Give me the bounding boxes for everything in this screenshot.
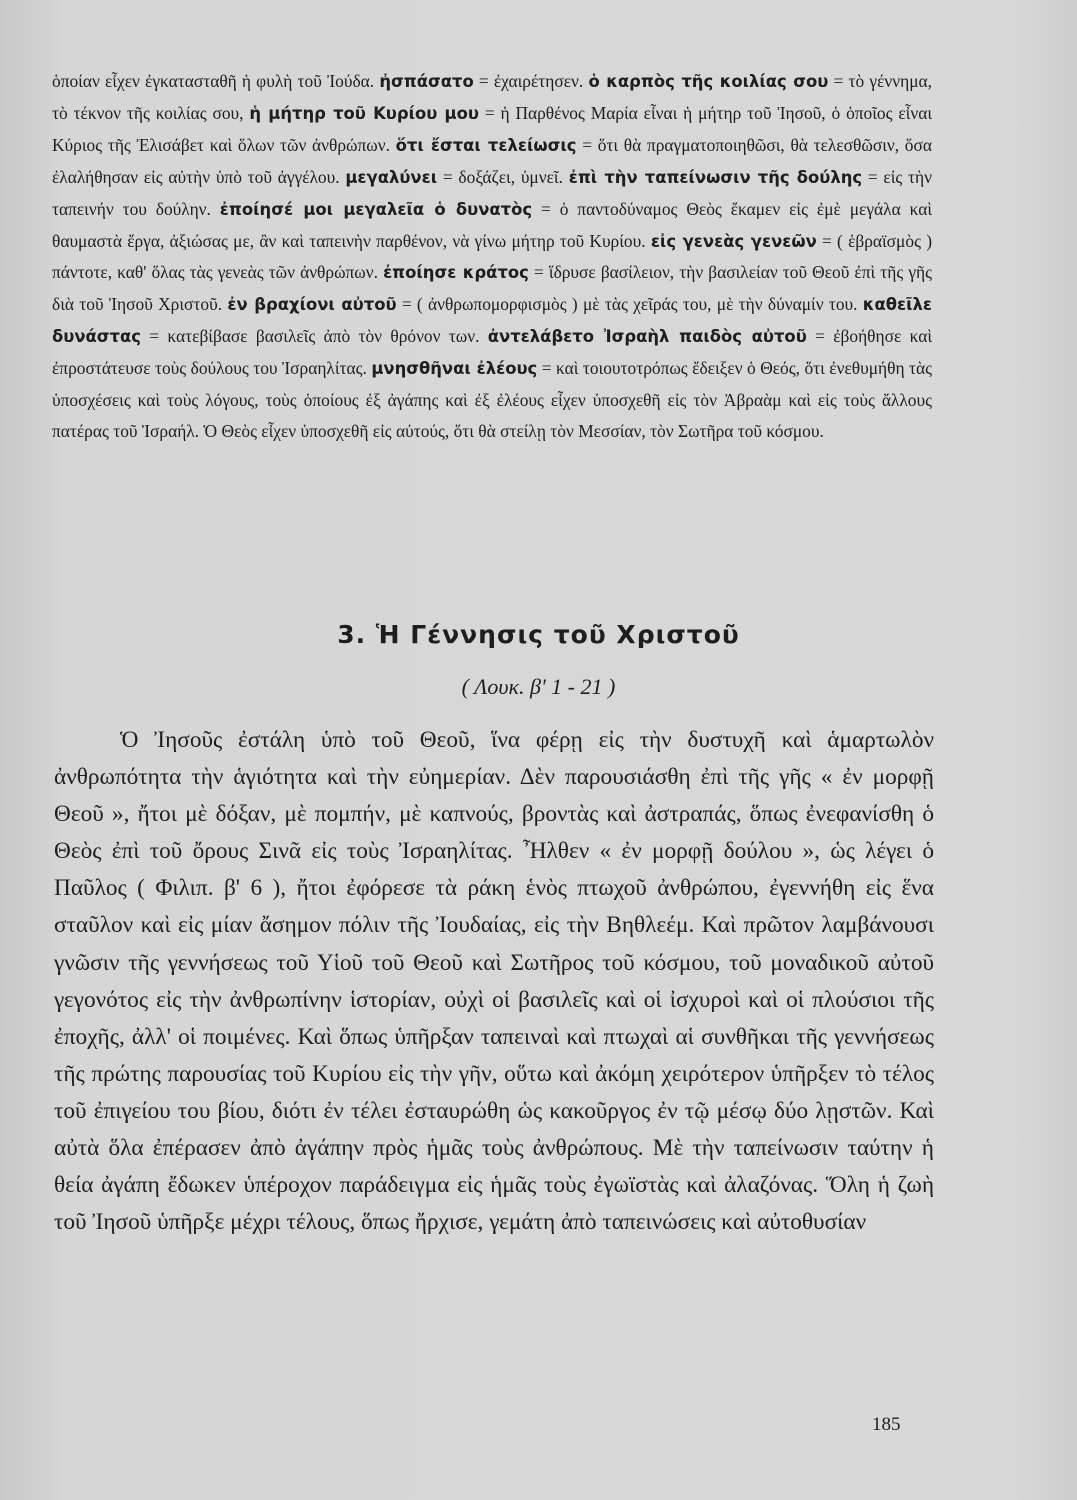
commentary-term: ἐπὶ τὴν ταπείνωσιν τῆς δούλης — [568, 167, 863, 187]
commentary-term: καθεῖλε δυνάστας — [52, 295, 932, 347]
page-number: 185 — [872, 1414, 901, 1435]
commentary-text: = ἵδρυσε βασίλειον, τὴν βασιλείαν τοῦ Θεοῦ ἐπὶ τῆς γῆς διὰ τοῦ Ἰησοῦ Χριστοῦ. — [52, 262, 933, 315]
commentary-term: ἐποίησε κράτος — [383, 263, 529, 283]
commentary-term: μνησθῆναι ἐλέους — [371, 359, 538, 379]
commentary-term: ἐποίησέ μοι μεγαλεῖα ὁ δυνατὸς — [219, 199, 533, 219]
commentary-text: = καὶ τοιουτοτρόπως ἔδειξεν ὁ Θεός, ὅτι ἐνεθυμήθη τὰς ὑποσχέσεις καὶ τοὺς λόγους, τοὺς ὁποίους ἐξ ἀγάπης καὶ ἐξ ἐλέους εἶχεν ὑποσχεθῆ εἰς τὸν Ἀβραὰμ καὶ εἰς τοὺς ἄλλους πατέρας τοῦ Ἰσραήλ. Ὁ Θεὸς εἶχεν ὑποσχεθῆ εἰς αὐτούς, ὅτι θὰ στείλῃ τὸν Μεσσίαν, τὸν Σωτῆρα τοῦ κόσμου. — [52, 358, 932, 441]
commentary-term: ἡ μήτηρ τοῦ Κυρίου μου — [249, 103, 479, 123]
commentary-term: εἰς γενεὰς γενεῶν — [650, 231, 817, 251]
commentary-term: μεγαλύνει — [345, 167, 438, 187]
commentary-text: = ἐχαιρέτησεν. — [473, 71, 589, 91]
commentary-term: ἀντελάβετο Ἰσραὴλ παιδὸς αὐτοῦ — [487, 327, 807, 347]
commentary-text: ὁποίαν εἶχεν ἐγκατασταθῆ ἡ φυλὴ τοῦ Ἰούδα. — [52, 71, 380, 91]
chapter-body — [54, 722, 934, 1241]
commentary-text: = δοξάζει, ὑμνεῖ. — [437, 166, 569, 187]
commentary-text: = ὁ παντοδύναμος Θεὸς ἔκαμεν εἰς ἐμὲ μεγάλα καὶ θαυμαστὰ ἔργα, ἀξιώσας με, ἂν καὶ ταπεινὴν παρθένον, νὰ γίνω μήτηρ τοῦ Κυρίου. — [52, 198, 932, 251]
chapter-reference: ( Λουκ. β' 1 - 21 ) — [461, 674, 616, 699]
commentary-paragraph — [52, 66, 932, 447]
commentary-text: = ὅτι θὰ πραγματοποιηθῶσι, θὰ τελεσθῶσιν, ὅσα ἐλαλήθησαν εἰς αὐτὴν ὑπὸ τοῦ ἀγγέλου. — [52, 134, 932, 187]
commentary-text: = ( ἀνθρωπομορφισμὸς ) μὲ τὰς χεῖράς του, μὲ τὴν δύναμίν του. — [396, 294, 863, 315]
commentary-text: = τὸ γέννημα, τὸ τέκνον τῆς κοιλίας σου, — [52, 71, 932, 123]
commentary-term: ἠσπάσατο — [379, 72, 474, 91]
commentary-text: = ἐβοήθησε καὶ ἐπροστάτευσε τοὺς δούλους του Ἰσραηλίτας. — [52, 326, 932, 379]
commentary-text: = εἰς τὴν ταπεινήν του δούλην. — [52, 166, 932, 219]
chapter-title: 3. Ἡ Γέννησις τοῦ Χριστοῦ — [337, 620, 740, 649]
commentary-text: = ἡ Παρθένος Μαρία εἶναι ἡ μήτηρ τοῦ Ἰησοῦ, ὁ ὁποῖος εἶναι Κύριος τῆς Ἐλισάβετ καὶ ὅλων τῶν ἀνθρώπων. — [52, 102, 933, 155]
body-paragraph: Ὁ Ἰησοῦς ἐστάλη ὑπὸ τοῦ Θεοῦ, ἵνα φέρῃ εἰς τὴν δυστυχῆ καὶ ἁμαρτωλὸν ἀνθρωπότητα τὴν ἁγιότητα καὶ τὴν εὐημερίαν. Δὲν παρουσιάσθη ἐπὶ τῆς γῆς « ἐν μορφῇ Θεοῦ », ἤτοι μὲ δόξαν, μὲ πομπήν, μὲ καπνούς, βροντὰς καὶ ἀστραπάς, ὅπως ἐνεφανίσθη ὁ Θεὸς ἐπὶ τοῦ ὄρους Σινᾶ εἰς τοὺς Ἰσραηλίτας. Ἦλθεν « ἐν μορφῇ δούλου », ὡς λέγει ὁ Παῦλος ( Φιλιπ. β' 6 ), ἤτοι ἐφόρεσε τὰ ράκη ἑνὸς πτωχοῦ ἀνθρώπου, ἐγεννήθη εἰς ἕνα σταῦλον καὶ εἰς μίαν ἄσημον πόλιν τῆς Ἰουδαίας, εἰς τὴν Βηθλεέμ. Καὶ πρῶτον λαμβάνουσι γνῶσιν τῆς γεννήσεως τοῦ Υἱοῦ τοῦ Θεοῦ καὶ Σωτῆρος τοῦ κόσμου, τοῦ μοναδικοῦ αὐτοῦ γεγονότος εἰς τὴν ἀνθρωπίνην ἱστορίαν, οὐχὶ οἱ βασιλεῖς καὶ οἱ ἰσχυροὶ καὶ οἱ πλούσιοι τῆς ἐποχῆς, ἀλλ' οἱ ποιμένες. Καὶ ὅπως ὑπῆρξαν ταπειναὶ καὶ πτωχαὶ αἱ συνθῆκαι τῆς γεννήσεως τῆς πρώτης παρουσίας τοῦ Κυρίου εἰς τὴν γῆν, οὕτω καὶ ἀκόμη χειρότερον ὑπῆρξεν τὸ τέλος τοῦ ἐπιγείου του βίου, διότι ἐν τέλει ἐσταυρώθη ὡς κακοῦργος ἐν τῷ μέσῳ δύο λῃστῶν. Καὶ αὐτὰ ὅλα ἐπέρασεν ἀπὸ ἀγάπην πρὸς ἡμᾶς τοὺς ἀνθρώπους. Μὲ τὴν ταπείνωσιν ταύτην ἡ θεία ἀγάπη ἔδωκεν ὑπέροχον παράδειγμα εἰς ἡμᾶς τοὺς ἐγωϊστὰς καὶ ἀλαζόνας. Ὅλη ἡ ζωὴ τοῦ Ἰησοῦ ὑπῆρξε μέχρι τέλους, ὅπως ἤρχισε, γεμάτη ἀπὸ ταπεινώσεις καὶ αὐτοθυσίαν — [54, 727, 934, 1236]
commentary-term: ἐν βραχίονι αὐτοῦ — [227, 295, 397, 315]
commentary-text: = ( ἑβραϊσμὸς ) πάντοτε, καθ' ὅλας τὰς γενεὰς τῶν ἀνθρώπων. — [52, 230, 932, 283]
commentary-term: ὅτι ἔσται τελείωσις — [395, 135, 577, 155]
commentary-text: = κατεβίβασε βασιλεῖς ἀπὸ τὸν θρόνον των. — [140, 326, 488, 347]
commentary-term: ὁ καρπὸς τῆς κοιλίας σου — [588, 72, 829, 91]
